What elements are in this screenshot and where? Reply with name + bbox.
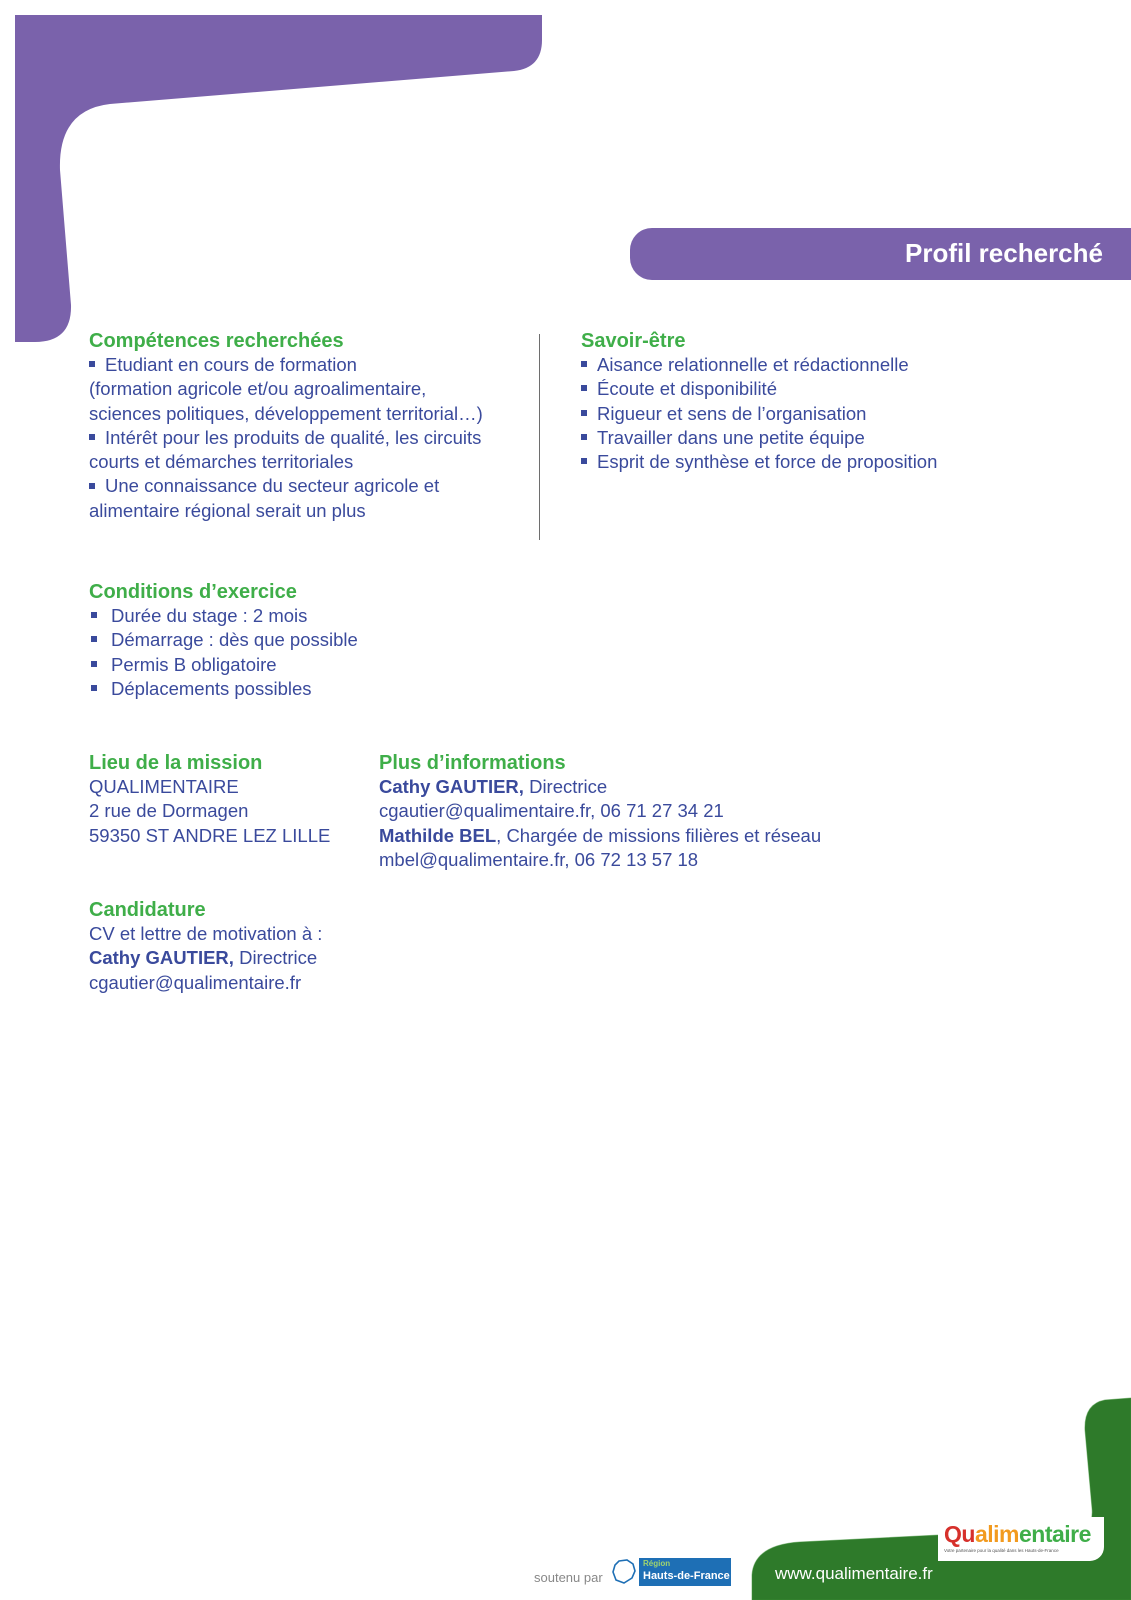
top-decorative-shape — [0, 0, 560, 350]
list-item: Démarrage : dès que possible — [89, 628, 589, 652]
bullet-icon — [581, 385, 587, 391]
contact-line — [379, 824, 939, 848]
qualimentaire-logo: Qualimentaire Votre partenaire pour la qualité dans les Hauts-de-France — [938, 1517, 1104, 1561]
list-item: Durée du stage : 2 mois — [89, 604, 589, 628]
list-item: Rigueur et sens de l’organisation — [581, 402, 1101, 426]
region-logo — [611, 1558, 731, 1586]
contact-name: Cathy GAUTIER, — [89, 947, 234, 969]
list-item: Permis B obligatoire — [89, 653, 589, 677]
address-line: QUALIMENTAIRE — [89, 776, 239, 797]
competences-item: Une connaissance du secteur agricole et alimentaire régional serait un plus — [89, 475, 440, 521]
list-item: Esprit de synthèse et force de proposition — [581, 450, 1101, 474]
bullet-icon — [581, 361, 587, 367]
infos-section — [379, 751, 939, 872]
region-small-label: Région — [643, 1559, 671, 1568]
conditions-heading: Conditions d’exercice — [89, 581, 297, 603]
candidature-intro: CV et lettre de motivation à : — [89, 923, 323, 944]
banner-title: Profil recherché — [905, 238, 1103, 268]
contact-name: Mathilde BEL — [379, 824, 497, 846]
competences-item: Etudiant en cours de formation (formation agricole et/ou agroalimentaire, sciences politiques, développement territorial…) — [89, 354, 483, 424]
bullet-icon — [581, 434, 587, 440]
list-item: Déplacements possibles — [89, 677, 589, 701]
contact-role: Directrice — [523, 776, 608, 797]
address-line: 59350 ST ANDRE LEZ LILLE — [89, 824, 331, 846]
address-line: 2 rue de Dormagen — [89, 800, 249, 822]
column-divider — [539, 334, 540, 540]
candidature-heading: Candidature — [89, 899, 206, 921]
contact-role: Directrice — [233, 947, 318, 969]
candidature-email[interactable]: cgautier@qualimentaire.fr — [89, 971, 302, 993]
logo-tagline: Votre partenaire pour la qualité dans les Hauts-de-France — [944, 1548, 1059, 1553]
soutenu-par-label: soutenu par — [534, 1570, 603, 1585]
bullet-icon — [91, 612, 97, 618]
savoir-etre-heading: Savoir-être — [581, 330, 686, 352]
region-big-label: Hauts-de-France — [643, 1570, 730, 1582]
section-banner — [630, 228, 1131, 280]
bullet-icon — [581, 458, 587, 464]
bullet-icon — [89, 434, 95, 440]
bullet-icon — [89, 483, 95, 489]
bullet-icon — [91, 685, 97, 691]
competences-heading: Compétences recherchées — [89, 330, 344, 352]
conditions-section — [89, 580, 589, 701]
lieu-section — [89, 751, 369, 848]
france-map-icon — [611, 1558, 637, 1586]
contact-role: , Chargée de missions filières et réseau — [496, 824, 822, 846]
contact-name: Cathy GAUTIER, — [379, 776, 524, 797]
competences-section — [89, 329, 529, 523]
list-item: Travailler dans une petite équipe — [581, 426, 1101, 450]
contact-line — [379, 775, 939, 799]
candidature-section — [89, 898, 489, 995]
contact-details[interactable]: mbel@qualimentaire.fr, 06 72 13 57 18 — [379, 848, 699, 870]
footer-url[interactable]: www.qualimentaire.fr — [775, 1564, 933, 1583]
bullet-icon — [581, 410, 587, 416]
list-item: Écoute et disponibilité — [581, 377, 1101, 401]
list-item: Aisance relationnelle et rédactionnelle — [581, 353, 1101, 377]
lieu-heading: Lieu de la mission — [89, 752, 263, 774]
bullet-icon — [91, 661, 97, 667]
bullet-icon — [91, 636, 97, 642]
bullet-icon — [89, 361, 95, 367]
savoir-etre-section — [581, 329, 1101, 474]
infos-heading: Plus d’informations — [379, 752, 566, 774]
contact-line — [89, 946, 489, 970]
contact-details[interactable]: cgautier@qualimentaire.fr, 06 71 27 34 21 — [379, 800, 724, 822]
competences-item: Intérêt pour les produits de qualité, les circuits courts et démarches territoriales — [89, 426, 482, 473]
